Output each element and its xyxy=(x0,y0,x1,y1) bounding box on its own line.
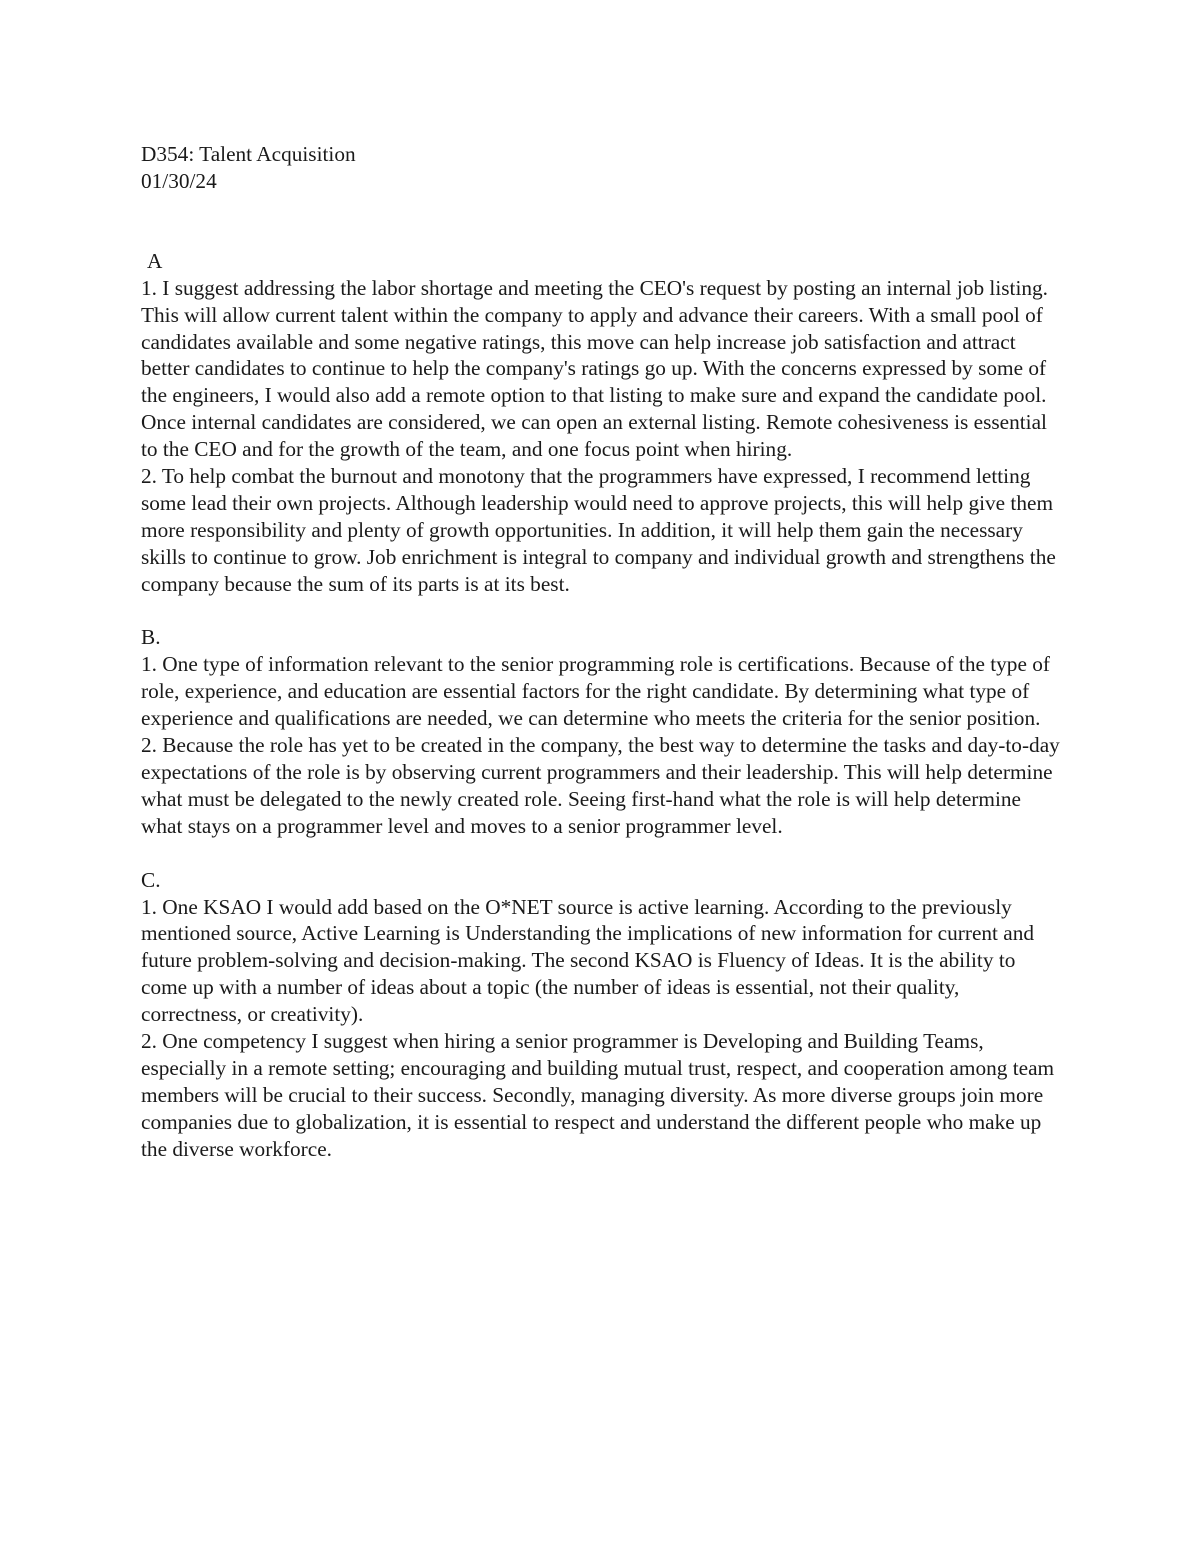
section-b-item-2: 2. Because the role has yet to be created in the company, the best way to determine the tasks and day-to-day expectations of the role is by observing current programmers and their leadership. This will help determine what must be delegated to the newly created role. Seeing first-hand what the role is will help determine what stays on a programmer level and moves to a senior programmer level. xyxy=(141,733,1060,838)
spacer xyxy=(141,840,1061,867)
section-letter: C. xyxy=(141,867,161,892)
spacer xyxy=(141,598,1061,625)
section-c xyxy=(141,867,1061,1163)
section-b-item-1: 1. One type of information relevant to the senior programming role is certifications. Because of the type of role, experience, and education are essential factors for the right candidate. By determining what type of experience and qualifications are needed, we can determine who meets the criteria for the senior position. xyxy=(141,652,1050,731)
section-b xyxy=(141,624,1061,839)
section-a-item-2: 2. To help combat the burnout and monotony that the programmers have expressed, I recommend letting some lead their own projects. Although leadership would need to approve projects, this will help give them more responsibility and plenty of growth opportunities. In addition, it will help them gain the necessary skills to continue to grow. Job enrichment is integral to company and individual growth and strengthens the company because the sum of its parts is at its best. xyxy=(141,464,1056,596)
course-title: D354: Talent Acquisition xyxy=(141,142,356,166)
section-letter: B. xyxy=(141,625,161,650)
section-a-item-1: 1. I suggest addressing the labor shortage and meeting the CEO's request by posting an internal job listing. This will allow current talent within the company to apply and advance their careers. With a small pool of candidates available and some negative ratings, this move can help increase job satisfaction and attract better candidates to continue to help the company's ratings go up. With the concerns expressed by some of the engineers, I would also add a remote option to that listing to make sure and expand the candidate pool. Once internal candidates are considered, we can open an external listing. Remote cohesiveness is essential to the CEO and for the growth of the team, and one focus point when hiring. xyxy=(141,275,1049,462)
section-a xyxy=(141,248,1061,598)
document-date: 01/30/24 xyxy=(141,168,217,193)
section-c-item-2: 2. One competency I suggest when hiring a senior programmer is Developing and Building Teams, especially in a remote setting; encouraging and building mutual trust, respect, and cooperation among team members will be crucial to their success. Secondly, managing diversity. As more diverse groups join more companies due to globalization, it is essential to respect and understand the different people who make up the diverse workforce. xyxy=(141,1029,1055,1161)
section-letter: A xyxy=(147,248,163,273)
section-c-item-1: 1. One KSAO I would add based on the O*NET source is active learning. According to the previously mentioned source, Active Learning is Understanding the implications of new information for current and future problem-solving and decision-making. The second KSAO is Fluency of Ideas. It is the ability to come up with a number of ideas about a topic (the number of ideas is essential, not their quality, correctness, or creativity). xyxy=(141,894,1035,1027)
document-page xyxy=(141,141,1061,1163)
spacer xyxy=(141,195,1061,248)
